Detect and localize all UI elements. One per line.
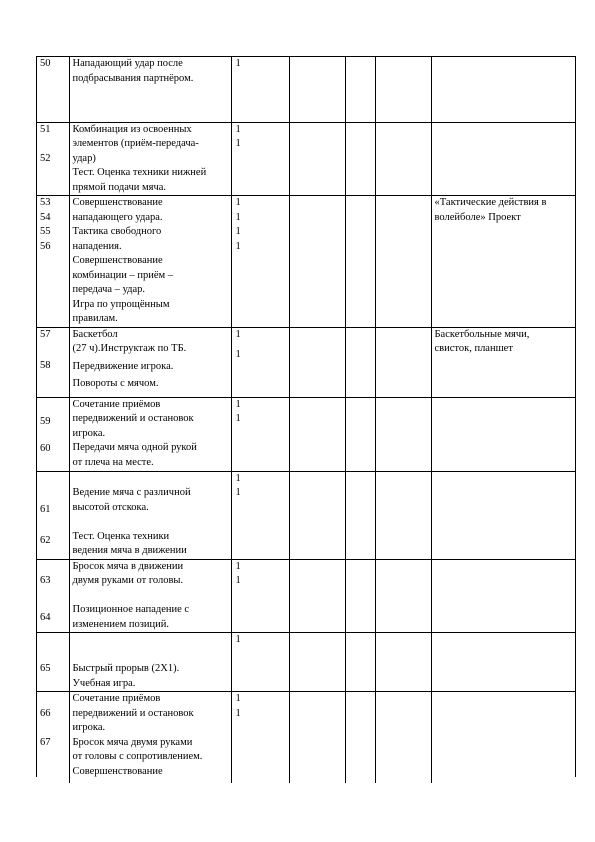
topic-line: Тест. Оценка техники нижней [72,167,207,178]
lesson-number-cell [37,327,69,397]
empty-cell [289,559,345,633]
topic-line: игрока. [72,722,106,733]
resources-cell [431,471,575,559]
lesson-number-cell [37,196,69,328]
empty-cell [345,692,375,783]
hours-value: 1 [235,472,241,484]
lesson-number: 53 [40,197,51,208]
resources-cell [431,122,575,196]
topic-line: Позиционное нападение с [72,604,190,615]
hours-value: 1 [235,575,241,586]
topic-line: ведения мяча в движении [72,545,187,556]
hours-value: 1 [235,707,241,719]
topic-line: Ведение мяча с различной [72,487,191,498]
topic-line: от головы с сопротивлением. [72,751,203,762]
lesson-number: 50 [40,58,51,69]
empty-cell [375,122,431,196]
lesson-number: 66 [40,707,51,719]
lesson-number: 60 [40,443,51,454]
lesson-number: 64 [40,612,51,623]
hours-value: 1 [235,560,241,572]
topic-line: (27 ч).Инструктаж по ТБ. [72,343,187,354]
topic-line: прямой подачи мяча. [72,181,167,193]
lesson-topic-cell [69,471,231,559]
hours-value: 1 [235,197,241,208]
hours-cell [231,471,289,559]
hours-cell [231,327,289,397]
hours-cell [231,559,289,633]
lesson-number-cell [37,57,69,122]
topic-line: Комбинация из освоенных [72,123,192,135]
hours-value: 1 [235,226,241,237]
hours-cell [231,633,289,692]
table-row [37,397,575,471]
topic-line: нападающего удара. [72,211,163,223]
resources-cell [431,559,575,633]
lesson-number: 54 [40,211,51,223]
lesson-number-cell [37,559,69,633]
empty-cell [375,559,431,633]
lesson-number: 57 [40,328,51,340]
lesson-plan-table [37,57,575,783]
lesson-number-cell [37,633,69,692]
table-row [37,57,575,122]
empty-cell [375,471,431,559]
topic-line: подбрасывания партнёром. [72,72,194,84]
hours-cell [231,122,289,196]
topic-line: Тест. Оценка техники [72,530,170,542]
table-row [37,471,575,559]
lesson-topic-cell [69,397,231,471]
lesson-number-cell [37,122,69,196]
lesson-number: 51 [40,123,51,135]
empty-cell [289,57,345,122]
topic-line: Бросок мяча двумя руками [72,736,193,748]
empty-cell [345,397,375,471]
lesson-number: 61 [40,503,51,515]
empty-cell [375,633,431,692]
resource-line: «Тактические действия в [434,197,547,208]
topic-line: Сочетание приёмов [72,398,161,410]
resources-cell [431,633,575,692]
resources-cell [431,196,575,328]
topic-line: двумя руками от головы. [72,575,184,586]
topic-line: Передвижение игрока. [72,360,174,372]
hours-value: 1 [235,398,241,410]
lesson-topic-cell [69,559,231,633]
empty-cell [345,122,375,196]
topic-line: комбинации – приём – [72,269,174,281]
plan-table-page [36,56,576,777]
lesson-number-cell [37,397,69,471]
topic-line: Совершенствование [72,255,163,266]
hours-value: 1 [235,58,241,69]
empty-cell [375,196,431,328]
topic-line: Тактика свободного [72,226,162,237]
topic-line: Баскетбол [72,328,118,340]
topic-line: Совершенствование [72,197,163,208]
empty-cell [289,471,345,559]
empty-cell [375,327,431,397]
topic-line: передвижений и остановок [72,707,194,719]
lesson-number: 52 [40,152,51,164]
hours-value: 1 [235,413,241,424]
hours-value: 1 [235,211,241,223]
topic-line: высотой отскока. [72,501,149,513]
lesson-topic-cell [69,692,231,783]
hours-value: 1 [235,487,241,498]
topic-line: изменением позиций. [72,618,169,630]
lesson-topic-cell [69,633,231,692]
lesson-number: 62 [40,534,51,546]
lesson-number-cell [37,471,69,559]
hours-value: 1 [235,328,241,340]
lesson-number: 55 [40,226,51,237]
topic-line: Совершенствование [72,765,163,777]
topic-line: передвижений и остановок [72,413,194,424]
hours-value: 1 [235,138,241,149]
empty-cell [345,57,375,122]
empty-cell [375,397,431,471]
empty-cell [345,471,375,559]
lesson-number: 65 [40,663,51,674]
hours-value: 1 [235,348,241,360]
topic-line: элементов (приём-передача- [72,138,199,149]
empty-cell [345,633,375,692]
lesson-topic-cell [69,196,231,328]
resources-cell [431,692,575,783]
hours-cell [231,196,289,328]
topic-line: Быстрый прорыв (2Х1). [72,663,180,674]
lesson-number: 56 [40,240,51,252]
lesson-number: 59 [40,416,51,427]
table-row [37,559,575,633]
topic-line: Нападающий удар после [72,58,183,69]
lesson-number: 58 [40,359,51,371]
empty-cell [345,327,375,397]
empty-cell [345,559,375,633]
resource-line: Баскетбольные мячи, [434,328,530,340]
resources-cell [431,397,575,471]
topic-line: Передачи мяча одной рукой [72,442,197,453]
topic-line: нападения. [72,240,122,252]
empty-cell [289,397,345,471]
lesson-number: 63 [40,575,51,586]
topic-line: Повороты с мячом. [72,378,159,389]
hours-cell [231,57,289,122]
topic-line: передача – удар. [72,284,146,295]
empty-cell [289,633,345,692]
hours-value: 1 [235,123,241,135]
table-row [37,692,575,783]
resources-cell [431,327,575,397]
resource-line: волейболе» Проект [434,211,521,223]
lesson-topic-cell [69,122,231,196]
lesson-number: 67 [40,736,51,748]
empty-cell [289,196,345,328]
topic-line: Бросок мяча в движении [72,560,184,572]
resources-cell [431,57,575,122]
resource-line: свисток, планшет [434,343,513,354]
topic-line: Сочетание приёмов [72,693,161,704]
empty-cell [345,196,375,328]
hours-cell [231,397,289,471]
lesson-number-cell [37,692,69,783]
hours-cell [231,692,289,783]
hours-value: 1 [235,693,241,704]
empty-cell [289,692,345,783]
empty-cell [375,57,431,122]
table-row [37,196,575,328]
lesson-topic-cell [69,57,231,122]
table-row [37,327,575,397]
topic-line: от плеча на месте. [72,456,154,468]
topic-line: правилам. [72,313,118,324]
table-row [37,633,575,692]
topic-line: Учебная игра. [72,677,136,689]
lesson-topic-cell [69,327,231,397]
hours-value: 1 [235,240,241,252]
topic-line: игрока. [72,427,106,439]
topic-line: Игра по упрощённым [72,298,170,310]
empty-cell [289,122,345,196]
table-row [37,122,575,196]
topic-line: удар) [72,152,96,164]
empty-cell [289,327,345,397]
empty-cell [375,692,431,783]
hours-value: 1 [235,634,241,645]
